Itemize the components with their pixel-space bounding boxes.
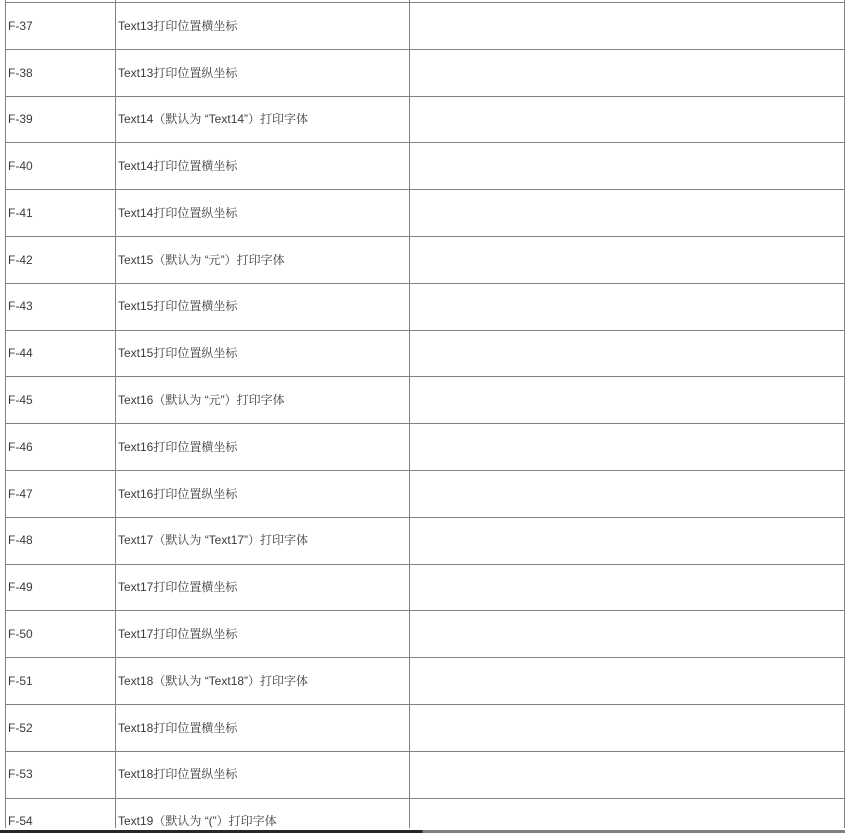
table-row bbox=[6, 49, 845, 96]
table-row bbox=[6, 517, 845, 564]
value-cell bbox=[410, 424, 845, 471]
value-cell bbox=[410, 798, 845, 828]
table-row bbox=[6, 611, 845, 658]
value-cell bbox=[410, 143, 845, 190]
table-row bbox=[6, 377, 845, 424]
feature-code-cell: F-50 bbox=[6, 611, 116, 658]
description-cell: Text18打印位置纵坐标 bbox=[116, 751, 410, 798]
description-cell: Text13打印位置横坐标 bbox=[116, 3, 410, 50]
table-row bbox=[6, 564, 845, 611]
value-cell bbox=[410, 704, 845, 751]
description-cell: Text15打印位置横坐标 bbox=[116, 283, 410, 330]
description-cell: Text14打印位置横坐标 bbox=[116, 143, 410, 190]
description-cell: Text19（默认为 “(”）打印字体 bbox=[116, 798, 410, 828]
page-bottom-rule bbox=[0, 830, 845, 833]
table-row bbox=[6, 143, 845, 190]
table-row bbox=[6, 283, 845, 330]
value-cell bbox=[410, 49, 845, 96]
description-cell: Text17打印位置横坐标 bbox=[116, 564, 410, 611]
feature-code-cell: F-38 bbox=[6, 49, 116, 96]
description-cell: Text16打印位置横坐标 bbox=[116, 424, 410, 471]
feature-code-cell: F-54 bbox=[6, 798, 116, 828]
feature-code-cell: F-46 bbox=[6, 424, 116, 471]
feature-code-cell: F-48 bbox=[6, 517, 116, 564]
value-cell bbox=[410, 190, 845, 237]
feature-code-cell: F-47 bbox=[6, 470, 116, 517]
feature-code-cell: F-52 bbox=[6, 704, 116, 751]
table-row bbox=[6, 330, 845, 377]
value-cell bbox=[410, 751, 845, 798]
table-row bbox=[6, 470, 845, 517]
spec-table bbox=[5, 0, 845, 828]
value-cell bbox=[410, 283, 845, 330]
feature-code-cell: F-44 bbox=[6, 330, 116, 377]
value-cell bbox=[410, 470, 845, 517]
table-row bbox=[6, 704, 845, 751]
value-cell bbox=[410, 564, 845, 611]
description-cell: Text15（默认为 “元”）打印字体 bbox=[116, 236, 410, 283]
feature-code-cell: F-51 bbox=[6, 658, 116, 705]
value-cell bbox=[410, 377, 845, 424]
feature-code-cell: F-41 bbox=[6, 190, 116, 237]
description-cell: Text16打印位置纵坐标 bbox=[116, 470, 410, 517]
value-cell bbox=[410, 611, 845, 658]
value-cell bbox=[410, 517, 845, 564]
description-cell: Text18（默认为 “Text18”）打印字体 bbox=[116, 658, 410, 705]
table-row bbox=[6, 751, 845, 798]
table-row bbox=[6, 658, 845, 705]
feature-code-cell: F-40 bbox=[6, 143, 116, 190]
feature-code-cell: F-43 bbox=[6, 283, 116, 330]
value-cell bbox=[410, 658, 845, 705]
value-cell bbox=[410, 3, 845, 50]
description-cell: Text16（默认为 “元”）打印字体 bbox=[116, 377, 410, 424]
value-cell bbox=[410, 330, 845, 377]
feature-code-cell: F-39 bbox=[6, 96, 116, 143]
description-cell: Text13打印位置纵坐标 bbox=[116, 49, 410, 96]
feature-code-cell: F-53 bbox=[6, 751, 116, 798]
document-table-region bbox=[5, 0, 845, 828]
table-row bbox=[6, 96, 845, 143]
value-cell bbox=[410, 96, 845, 143]
table-row bbox=[6, 3, 845, 50]
description-cell: Text15打印位置纵坐标 bbox=[116, 330, 410, 377]
table-row bbox=[6, 424, 845, 471]
table-row bbox=[6, 236, 845, 283]
table-row bbox=[6, 190, 845, 237]
feature-code-cell: F-45 bbox=[6, 377, 116, 424]
value-cell bbox=[410, 236, 845, 283]
description-cell: Text17（默认为 “Text17”）打印字体 bbox=[116, 517, 410, 564]
feature-code-cell: F-49 bbox=[6, 564, 116, 611]
description-cell: Text18打印位置横坐标 bbox=[116, 704, 410, 751]
description-cell: Text14打印位置纵坐标 bbox=[116, 190, 410, 237]
description-cell: Text17打印位置纵坐标 bbox=[116, 611, 410, 658]
table-row bbox=[6, 798, 845, 828]
feature-code-cell: F-37 bbox=[6, 3, 116, 50]
feature-code-cell: F-42 bbox=[6, 236, 116, 283]
description-cell: Text14（默认为 “Text14”）打印字体 bbox=[116, 96, 410, 143]
